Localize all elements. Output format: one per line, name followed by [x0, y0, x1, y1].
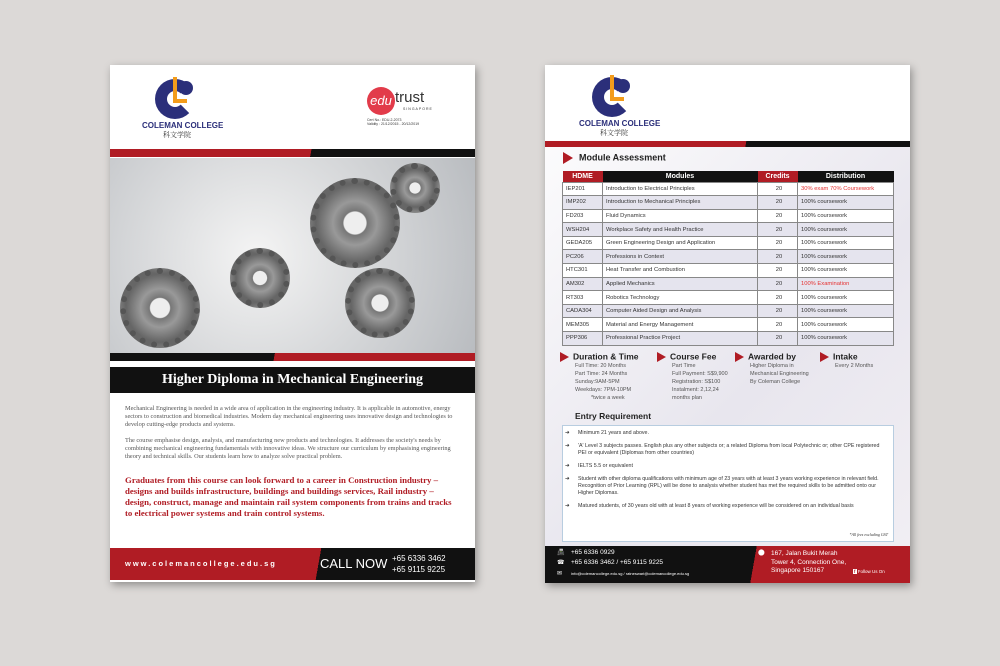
module-distribution: 100% Examination	[798, 277, 894, 291]
table-row	[563, 182, 894, 196]
logo-name: COLEMAN COLLEGE	[579, 119, 661, 128]
fax-icon: 📠	[557, 550, 565, 556]
front-footer	[110, 548, 475, 580]
phone-icon: ☎	[557, 560, 565, 566]
course-title: Higher Diploma in Mechanical Engineering	[110, 367, 475, 393]
edutrust-sub: SINGAPORE	[403, 107, 433, 111]
logo-chinese: 科文学院	[600, 130, 628, 137]
module-name: Applied Mechanics	[603, 277, 758, 291]
entry-item: ➜ 'A' Level 3 subjects passes. English plus any other subjects or; a related Diploma from local Polytechnic or; other CPE registered PEI or equivalent (Diplomas from other countries)	[569, 443, 887, 457]
table-row	[563, 223, 894, 237]
triangle-icon	[563, 152, 573, 164]
edutrust-trust: trust	[395, 89, 425, 106]
facebook-icon: f	[854, 569, 856, 574]
module-distribution: 100% coursework	[798, 318, 894, 332]
module-distribution: 100% coursework	[798, 223, 894, 237]
module-credits: 20	[758, 291, 798, 305]
module-distribution: 100% coursework	[798, 264, 894, 278]
col-credits: Credits	[758, 171, 798, 182]
module-distribution: 100% coursework	[798, 236, 894, 250]
table-row	[563, 209, 894, 223]
table-row	[563, 196, 894, 210]
module-code: PPP306	[563, 332, 603, 346]
module-name: Green Engineering Design and Application	[603, 236, 758, 250]
module-name: Professional Practice Project	[603, 332, 758, 346]
email-icon: ✉	[557, 571, 563, 577]
module-credits: 20	[758, 196, 798, 210]
table-row	[563, 318, 894, 332]
table-row	[563, 264, 894, 278]
fax-number: +65 6336 0929	[571, 549, 615, 556]
entry-item: ➜ Student with other diploma qualifications with minimum age of 23 years with at least 3 years working experience in relevant field. Recognition of Prior Learning (RPL) will be done to analysis whether student has met the required skills to be admitted onto our Higher Diplomas.	[569, 476, 887, 497]
module-code: HTC301	[563, 264, 603, 278]
col-distribution: Distribution	[798, 171, 894, 182]
module-credits: 20	[758, 209, 798, 223]
module-distribution: 100% coursework	[798, 291, 894, 305]
module-code: IEP201	[563, 182, 603, 196]
table-row	[563, 250, 894, 264]
table-row	[563, 304, 894, 318]
module-code: MEM305	[563, 318, 603, 332]
website-link[interactable]: www.colemancollege.edu.sg	[125, 559, 277, 568]
module-code: WSH204	[563, 223, 603, 237]
phone-1: +65 6336 3462	[392, 554, 446, 563]
table-row	[563, 277, 894, 291]
table-row	[563, 291, 894, 305]
header-stripe	[110, 149, 475, 157]
module-name: Computer Aided Design and Analysis	[603, 304, 758, 318]
entry-item: ➜ IELTS 5.5 or equivalent	[569, 463, 887, 470]
module-distribution: 100% coursework	[798, 304, 894, 318]
module-name: Material and Energy Management	[603, 318, 758, 332]
module-name: Introduction to Electrical Principles	[603, 182, 758, 196]
image-stripe	[110, 353, 475, 361]
fees-note: *All fees excluding GST	[849, 532, 888, 537]
edutrust-logo	[367, 87, 447, 126]
brochure-back	[545, 65, 910, 583]
module-code: PC206	[563, 250, 603, 264]
module-credits: 20	[758, 182, 798, 196]
entry-item: ➜ Matured students, of 30 years old with at least 8 years of working experience will be considered on an individual basis	[569, 503, 887, 510]
call-now-label: CALL NOW	[320, 556, 388, 571]
coleman-college-logo	[579, 75, 661, 138]
header-stripe	[545, 141, 910, 147]
module-distribution: 100% coursework	[798, 196, 894, 210]
description-paragraph-2: The course emphasise design, analysis, and manufacturing new products and technologies. It addresses the society's needs by combining mechanical engineering fundamentals with innovative ideas. We structure our curriculum by emphasising engineering theory and technical skills. Our students learn how to analyze solve practical problem.	[125, 437, 451, 460]
module-name: Fluid Dynamics	[603, 209, 758, 223]
table-row	[563, 236, 894, 250]
entry-requirement-heading: Entry Requirement	[575, 411, 652, 421]
entry-item: ➜ Minimum 21 years and above.	[569, 430, 887, 437]
facebook-follow[interactable]: f Follow Us On	[854, 569, 885, 574]
module-distribution: 100% coursework	[798, 332, 894, 346]
module-table	[562, 171, 894, 346]
phone-2: +65 9115 9225	[392, 565, 446, 574]
phone-numbers: +65 6336 3462 / +65 9115 9225	[571, 559, 664, 566]
module-credits: 20	[758, 332, 798, 346]
module-credits: 20	[758, 304, 798, 318]
logo-chinese: 科文学院	[163, 132, 191, 139]
module-credits: 20	[758, 223, 798, 237]
awarded-by-section: Awarded by Higher Diploma in Mechanical Engineering By Coleman College	[750, 352, 809, 386]
module-distribution: 30% exam 70% Coursework	[798, 182, 894, 196]
email-addresses[interactable]: info@colemancollege.edu.sg / ratneswari@colemancollege.edu.sg	[571, 571, 690, 576]
module-code: CADA304	[563, 304, 603, 318]
back-footer	[545, 546, 910, 583]
module-name: Workplace Safety and Health Practice	[603, 223, 758, 237]
brochure-front	[110, 65, 475, 582]
module-credits: 20	[758, 277, 798, 291]
career-highlight: Graduates from this course can look forward to a career in Construction industry – designs and builds infrastructure, buildings and buildings services, Rail industry – design, construct, manage and maintain rail system components from trains and tracks to electrical power systems and train control systems.	[125, 475, 452, 518]
course-description	[125, 405, 460, 527]
module-credits: 20	[758, 236, 798, 250]
module-name: Professions in Context	[603, 250, 758, 264]
edutrust-edu: edu	[367, 87, 395, 115]
address: 167, Jalan Bukit Merah Tower 4, Connection One, Singapore 150167	[771, 550, 847, 574]
module-code: RT303	[563, 291, 603, 305]
module-distribution: 100% coursework	[798, 250, 894, 264]
module-name: Introduction to Mechanical Principles	[603, 196, 758, 210]
module-credits: 20	[758, 250, 798, 264]
module-assessment-heading: Module Assessment	[563, 152, 666, 164]
entry-requirement-box	[562, 425, 894, 542]
module-code: FD203	[563, 209, 603, 223]
edutrust-cert: Cert No.: EDU-2-2073	[367, 118, 402, 122]
module-distribution: 100% coursework	[798, 209, 894, 223]
description-paragraph-1: Mechanical Engineering is needed in a wide area of application in the engineering industry. It is applicable in automotive, energy sectors to construction and biomedical industries. Modern day mechanical engineering uses innovative design and technologies to develop cutting-edge products and systems.	[125, 405, 453, 428]
logo-name: COLEMAN COLLEGE	[142, 121, 224, 130]
gears-image	[110, 158, 475, 353]
table-row	[563, 332, 894, 346]
module-credits: 20	[758, 318, 798, 332]
intake-section: Intake Every 2 Months	[835, 352, 873, 370]
edutrust-validity: Validity : 21/12/2015 - 20/12/2019	[367, 122, 420, 126]
col-hdme: HDME	[563, 171, 603, 182]
col-modules: Modules	[603, 171, 758, 182]
module-name: Heat Transfer and Combustion	[603, 264, 758, 278]
module-credits: 20	[758, 264, 798, 278]
course-fee-section: Course Fee Part Time Full Payment: S$9,900 Registration: S$100 Instalment: 2,12,24 months plan	[672, 352, 728, 402]
location-icon: ⬤	[758, 550, 765, 556]
duration-section: Duration & Time Full Time: 20 Months Part Time: 24 Months Sunday:9AM-5PM Weekdays: 7PM-10PM *twice a week	[575, 352, 639, 402]
module-code: GEDA205	[563, 236, 603, 250]
module-code: AM302	[563, 277, 603, 291]
module-code: IMP202	[563, 196, 603, 210]
coleman-college-logo	[142, 77, 224, 140]
module-name: Robotics Technology	[603, 291, 758, 305]
